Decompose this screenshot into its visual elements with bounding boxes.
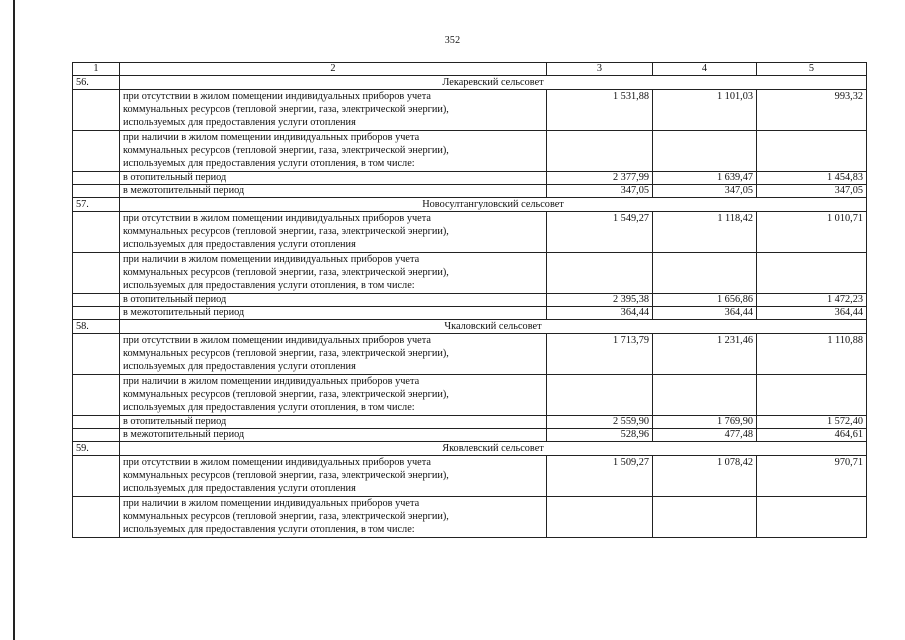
- row-description: [120, 334, 547, 375]
- section-title: Лекаревский сельсовет: [120, 76, 867, 90]
- description-line: коммунальных ресурсов (тепловой энергии, газа, электрической энергии),: [123, 348, 449, 359]
- condition-row: [73, 90, 867, 131]
- description-line: в отопительный период: [123, 172, 227, 183]
- value-cell-col5: 464,61: [757, 429, 867, 442]
- row-description: [120, 456, 547, 497]
- value-cell-col4: 1 769,90: [653, 416, 757, 429]
- value-cell-col3: 347,05: [547, 185, 653, 198]
- row-description: [120, 497, 547, 538]
- condition-row: [73, 334, 867, 375]
- column-number-cell: 4: [653, 63, 757, 76]
- row-number-cell: [73, 90, 120, 131]
- value-cell-col3: 1 713,79: [547, 334, 653, 375]
- row-number-cell: [73, 307, 120, 320]
- description-line: в межотопительный период: [123, 429, 245, 440]
- value-cell-col5: [757, 253, 867, 294]
- description-line: коммунальных ресурсов (тепловой энергии, газа, электрической энергии),: [123, 145, 449, 156]
- value-cell-col3: 364,44: [547, 307, 653, 320]
- section-number: 56.: [73, 76, 120, 90]
- value-cell-col4: [653, 375, 757, 416]
- value-cell-col4: [653, 497, 757, 538]
- description-line: при наличии в жилом помещении индивидуальных приборов учета: [123, 376, 420, 387]
- column-number-row: [73, 63, 867, 76]
- value-cell-col3: 1 531,88: [547, 90, 653, 131]
- value-cell-col5: 1 110,88: [757, 334, 867, 375]
- value-cell-col3: 1 549,27: [547, 212, 653, 253]
- description-line: при отсутствии в жилом помещении индивидуальных приборов учета: [123, 457, 431, 468]
- period-row: [73, 172, 867, 185]
- value-cell-col5: 364,44: [757, 307, 867, 320]
- period-row: [73, 307, 867, 320]
- row-number-cell: [73, 212, 120, 253]
- value-cell-col4: 1 656,86: [653, 294, 757, 307]
- description-line: коммунальных ресурсов (тепловой энергии, газа, электрической энергии),: [123, 470, 449, 481]
- condition-row: [73, 497, 867, 538]
- section-row: [73, 198, 867, 212]
- description-line: коммунальных ресурсов (тепловой энергии, газа, электрической энергии),: [123, 226, 449, 237]
- period-row: [73, 429, 867, 442]
- value-cell-col4: 347,05: [653, 185, 757, 198]
- value-cell-col5: 970,71: [757, 456, 867, 497]
- description-line: при наличии в жилом помещении индивидуальных приборов учета: [123, 498, 420, 509]
- section-row: [73, 320, 867, 334]
- value-cell-col5: [757, 375, 867, 416]
- row-number-cell: [73, 497, 120, 538]
- row-description: [120, 185, 547, 198]
- value-cell-col4: 364,44: [653, 307, 757, 320]
- description-line: используемых для предоставления услуги отопления: [123, 117, 356, 128]
- value-cell-col4: [653, 131, 757, 172]
- row-number-cell: [73, 172, 120, 185]
- row-description: [120, 429, 547, 442]
- row-description: [120, 131, 547, 172]
- value-cell-col4: 1 101,03: [653, 90, 757, 131]
- value-cell-col4: 1 231,46: [653, 334, 757, 375]
- condition-row: [73, 375, 867, 416]
- value-cell-col4: 1 639,47: [653, 172, 757, 185]
- column-number-cell: 5: [757, 63, 867, 76]
- value-cell-col5: 1 472,23: [757, 294, 867, 307]
- section-row: [73, 76, 867, 90]
- value-cell-col3: [547, 131, 653, 172]
- description-line: при наличии в жилом помещении индивидуальных приборов учета: [123, 132, 420, 143]
- value-cell-col5: 347,05: [757, 185, 867, 198]
- value-cell-col5: [757, 497, 867, 538]
- row-description: [120, 307, 547, 320]
- value-cell-col3: 2 559,90: [547, 416, 653, 429]
- row-number-cell: [73, 334, 120, 375]
- row-number-cell: [73, 131, 120, 172]
- description-line: при отсутствии в жилом помещении индивидуальных приборов учета: [123, 335, 431, 346]
- column-number-cell: 1: [73, 63, 120, 76]
- value-cell-col5: [757, 131, 867, 172]
- description-line: в отопительный период: [123, 294, 227, 305]
- value-cell-col3: [547, 497, 653, 538]
- row-number-cell: [73, 185, 120, 198]
- description-line: используемых для предоставления услуги отопления: [123, 361, 356, 372]
- value-cell-col3: [547, 253, 653, 294]
- description-line: используемых для предоставления услуги отопления, в том числе:: [123, 280, 415, 291]
- condition-row: [73, 253, 867, 294]
- scan-edge-line: [13, 0, 15, 640]
- section-number: 58.: [73, 320, 120, 334]
- tariff-table: [72, 62, 867, 538]
- row-description: [120, 294, 547, 307]
- table-body: [73, 63, 867, 538]
- section-title: Чкаловский сельсовет: [120, 320, 867, 334]
- value-cell-col3: 1 509,27: [547, 456, 653, 497]
- section-number: 57.: [73, 198, 120, 212]
- value-cell-col5: 993,32: [757, 90, 867, 131]
- description-line: коммунальных ресурсов (тепловой энергии, газа, электрической энергии),: [123, 267, 449, 278]
- section-number: 59.: [73, 442, 120, 456]
- description-line: при наличии в жилом помещении индивидуальных приборов учета: [123, 254, 420, 265]
- description-line: используемых для предоставления услуги отопления: [123, 483, 356, 494]
- row-number-cell: [73, 456, 120, 497]
- row-description: [120, 375, 547, 416]
- row-number-cell: [73, 416, 120, 429]
- row-number-cell: [73, 375, 120, 416]
- row-description: [120, 253, 547, 294]
- value-cell-col4: 1 078,42: [653, 456, 757, 497]
- section-title: Новосултангуловский сельсовет: [120, 198, 867, 212]
- value-cell-col3: [547, 375, 653, 416]
- period-row: [73, 185, 867, 198]
- description-line: при отсутствии в жилом помещении индивидуальных приборов учета: [123, 213, 431, 224]
- page-number: 352: [444, 35, 461, 46]
- value-cell-col4: [653, 253, 757, 294]
- description-line: используемых для предоставления услуги отопления: [123, 239, 356, 250]
- row-description: [120, 90, 547, 131]
- section-title: Яковлевский сельсовет: [120, 442, 867, 456]
- period-row: [73, 294, 867, 307]
- value-cell-col4: 1 118,42: [653, 212, 757, 253]
- row-description: [120, 172, 547, 185]
- column-number-cell: 2: [120, 63, 547, 76]
- condition-row: [73, 456, 867, 497]
- description-line: в межотопительный период: [123, 307, 245, 318]
- row-description: [120, 212, 547, 253]
- value-cell-col5: 1 010,71: [757, 212, 867, 253]
- row-number-cell: [73, 294, 120, 307]
- description-line: коммунальных ресурсов (тепловой энергии, газа, электрической энергии),: [123, 511, 449, 522]
- description-line: используемых для предоставления услуги отопления, в том числе:: [123, 402, 415, 413]
- value-cell-col4: 477,48: [653, 429, 757, 442]
- condition-row: [73, 131, 867, 172]
- description-line: в межотопительный период: [123, 185, 245, 196]
- row-number-cell: [73, 253, 120, 294]
- description-line: используемых для предоставления услуги отопления, в том числе:: [123, 524, 415, 535]
- description-line: коммунальных ресурсов (тепловой энергии, газа, электрической энергии),: [123, 104, 449, 115]
- value-cell-col3: 2 395,38: [547, 294, 653, 307]
- condition-row: [73, 212, 867, 253]
- value-cell-col3: 528,96: [547, 429, 653, 442]
- value-cell-col5: 1 572,40: [757, 416, 867, 429]
- description-line: коммунальных ресурсов (тепловой энергии, газа, электрической энергии),: [123, 389, 449, 400]
- value-cell-col5: 1 454,83: [757, 172, 867, 185]
- value-cell-col3: 2 377,99: [547, 172, 653, 185]
- section-row: [73, 442, 867, 456]
- row-number-cell: [73, 429, 120, 442]
- column-number-cell: 3: [547, 63, 653, 76]
- scan-edge: [0, 0, 14, 640]
- description-line: в отопительный период: [123, 416, 227, 427]
- description-line: при отсутствии в жилом помещении индивидуальных приборов учета: [123, 91, 431, 102]
- period-row: [73, 416, 867, 429]
- row-description: [120, 416, 547, 429]
- description-line: используемых для предоставления услуги отопления, в том числе:: [123, 158, 415, 169]
